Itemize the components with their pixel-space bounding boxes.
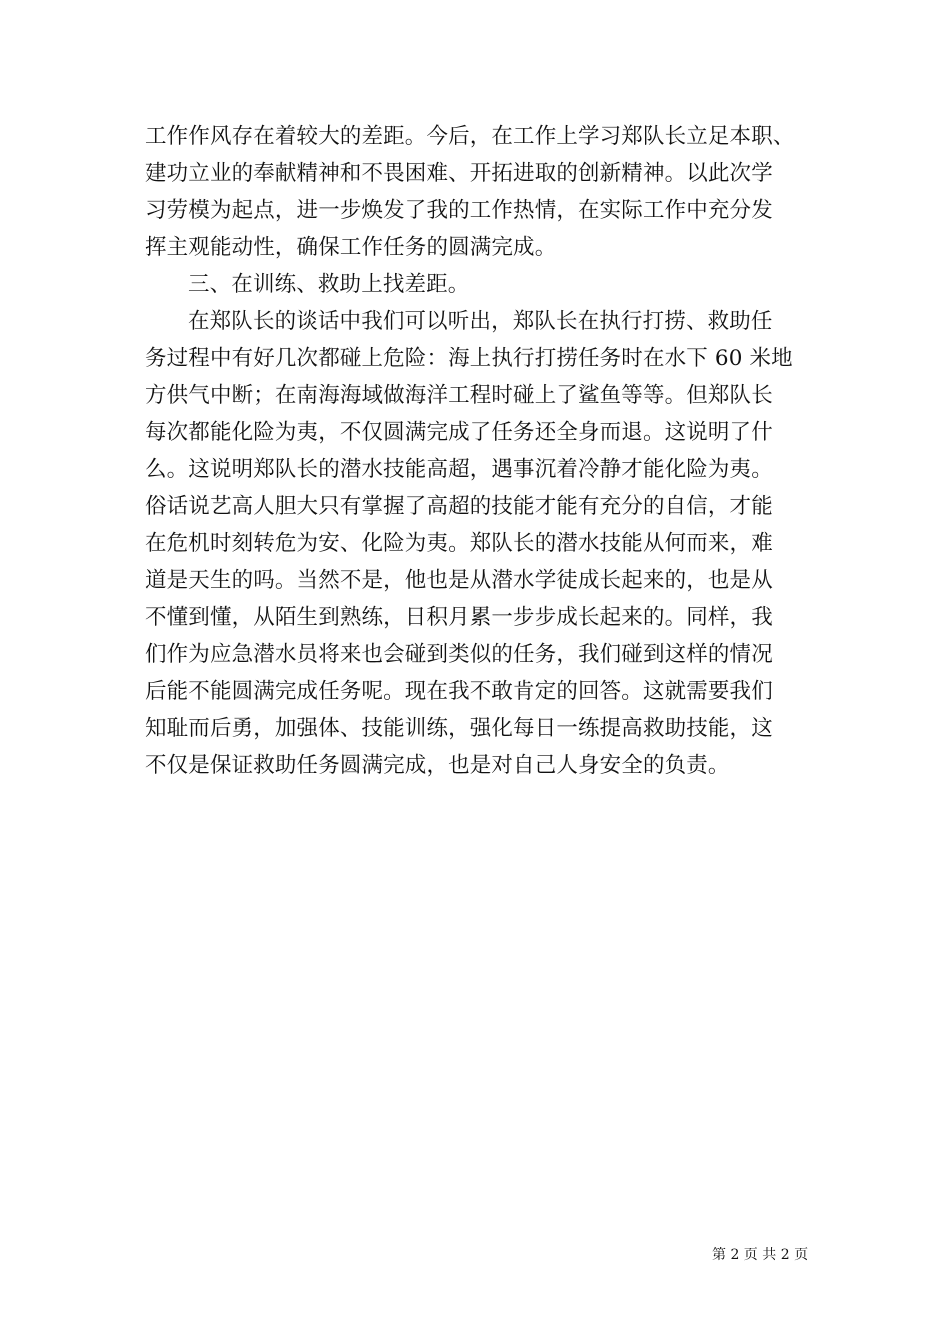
text-line: 俗话说艺高人胆大只有掌握了高超的技能才能有充分的自信，才能 bbox=[145, 494, 773, 519]
text-line: 道是天生的吗。当然不是，他也是从潜水学徒成长起来的，也是从 bbox=[145, 568, 773, 593]
text-line: 在郑队长的谈话中我们可以听出，郑队长在执行打捞、救助任 bbox=[188, 309, 773, 334]
text-line: 后能不能圆满完成任务呢。现在我不敢肯定的回答。这就需要我们 bbox=[145, 679, 773, 704]
text-line: 建功立业的奉献精神和不畏困难、开拓进取的创新精神。以此次学 bbox=[145, 161, 773, 186]
text-line: 方供气中断；在南海海域做海洋工程时碰上了鲨鱼等等。但郑队长 bbox=[145, 383, 773, 408]
document-body bbox=[145, 118, 805, 784]
text-line: 们作为应急潜水员将来也会碰到类似的任务，我们碰到这样的情况 bbox=[145, 642, 773, 667]
text-line: 不仅是保证救助任务圆满完成，也是对自己人身安全的负责。 bbox=[145, 753, 730, 778]
text-line: 在危机时刻转危为安、化险为夷。郑队长的潜水技能从何而来，难 bbox=[145, 531, 773, 556]
text-line: 么。这说明郑队长的潜水技能高超，遇事沉着冷静才能化险为夷。 bbox=[145, 457, 773, 482]
page-number-footer: 第 2 页 共 2 页 bbox=[712, 1247, 809, 1263]
paragraph-continuation bbox=[145, 118, 805, 266]
text-line: 工作作风存在着较大的差距。今后，在工作上学习郑队长立足本职、 bbox=[145, 124, 795, 149]
text-line: 挥主观能动性，确保工作任务的圆满完成。 bbox=[145, 235, 557, 260]
text-line: 习劳模为起点，进一步焕发了我的工作热情，在实际工作中充分发 bbox=[145, 198, 773, 223]
section-heading: 三、在训练、救助上找差距。 bbox=[188, 272, 470, 297]
text-line: 每次都能化险为夷，不仅圆满完成了任务还全身而退。这说明了什 bbox=[145, 420, 773, 445]
text-line: 知耻而后勇，加强体、技能训练，强化每日一练提高救助技能，这 bbox=[145, 716, 773, 741]
paragraph-training-rescue bbox=[145, 303, 805, 784]
text-line: 不懂到懂，从陌生到熟练，日积月累一步步成长起来的。同样，我 bbox=[145, 605, 773, 630]
text-line: 务过程中有好几次都碰上危险：海上执行打捞任务时在水下 60 米地 bbox=[145, 346, 793, 371]
